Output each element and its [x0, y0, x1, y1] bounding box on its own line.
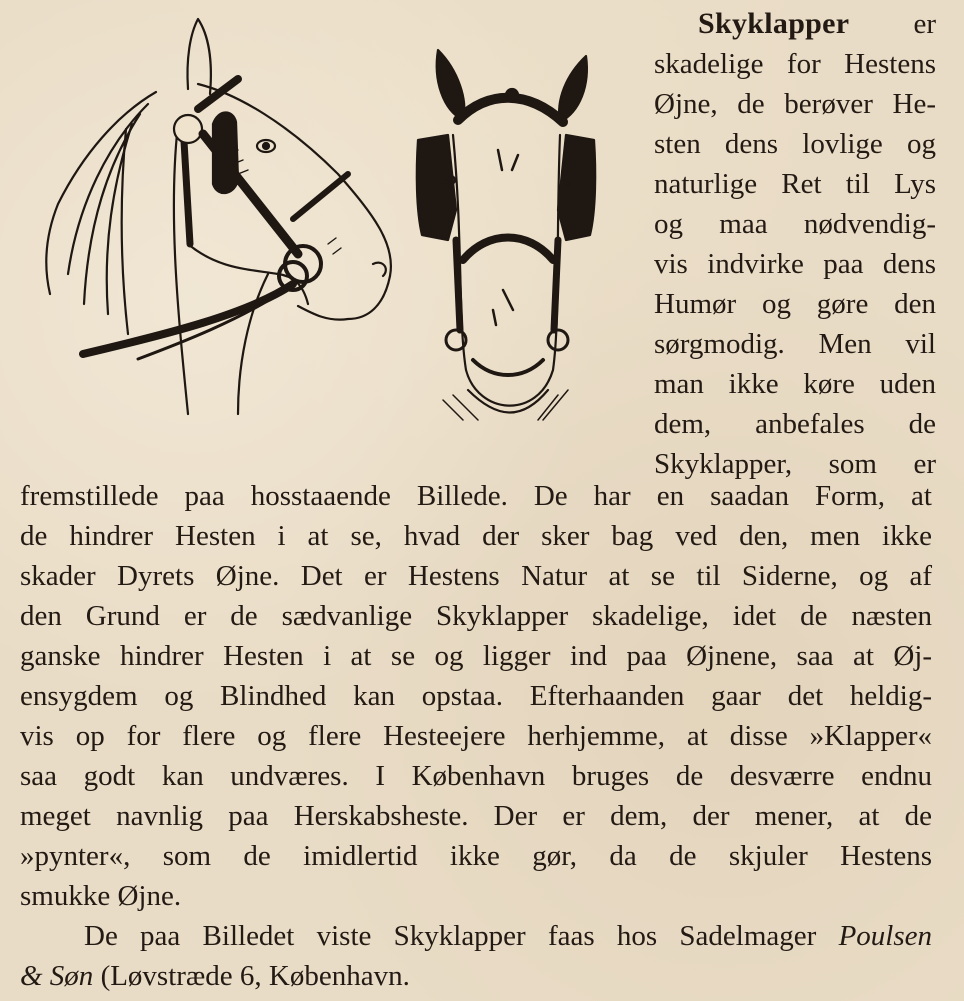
- text-line: sten dens lovlige og: [654, 128, 936, 160]
- text-line: den Grund er de sædvanlige Skyklapper skadelige, idet de næsten: [20, 600, 932, 632]
- text-line: ganske hindrer Hesten i at se og ligger ind paa Øjnene, saa at Øj-: [20, 640, 932, 672]
- text-line: saa godt kan undværes. I København bruges de desværre endnu: [20, 760, 932, 792]
- text-line: fremstillede paa hosstaaende Billede. De har en saadan Form, at: [20, 480, 932, 512]
- text-line: »pynter«, som de imidlertid ikke gør, da de skjuler Hestens: [20, 840, 932, 872]
- headword: Skyklapper: [698, 7, 850, 40]
- text-line: skader Dyrets Øjne. Det er Hestens Natur at se til Siderne, og af: [20, 560, 932, 592]
- text-line: vis op for flere og flere Hesteejere herhjemme, at disse »Klapper«: [20, 720, 932, 752]
- text-line: ensygdem og Blindhed kan opstaa. Efterhaanden gaar det heldig-: [20, 680, 932, 712]
- company-suffix: & Søn: [20, 960, 94, 992]
- horse-profile-illustration: [28, 14, 398, 424]
- text-line: Humør og gøre den: [654, 288, 936, 320]
- text-line: de hindrer Hesten i at se, hvad der sker bag ved den, men ikke: [20, 520, 932, 552]
- text-line: og maa nødvendig-: [654, 208, 936, 240]
- text-line: smukke Øjne.: [20, 880, 182, 912]
- side-column-text: [654, 4, 936, 484]
- text-line: Skyklapper er: [698, 7, 936, 40]
- text-line: meget navnlig paa Herskabsheste. Der er dem, der mener, at de: [20, 800, 932, 832]
- text-line: naturlige Ret til Lys: [654, 168, 936, 200]
- horse-front-illustration: [408, 40, 604, 440]
- text-line: Skyklapper, som er: [654, 448, 936, 480]
- text-line: vis indvirke paa dens: [654, 248, 936, 280]
- text-line: Øjne, de berøver He-: [654, 88, 936, 120]
- closing-line-2: & Søn (Løvstræde 6, København.: [20, 960, 410, 992]
- text-line: dem, anbefales de: [654, 408, 936, 440]
- company-name: Poulsen: [838, 920, 932, 952]
- text-line: sørgmodig. Men vil: [654, 328, 936, 360]
- closing-line-1: De paa Billedet viste Skyklapper faas hos Sadelmager Poulsen: [84, 920, 932, 952]
- text-line: man ikke køre uden: [654, 368, 936, 400]
- body-paragraph: [20, 476, 932, 996]
- text-line: skadelige for Hestens: [654, 48, 936, 80]
